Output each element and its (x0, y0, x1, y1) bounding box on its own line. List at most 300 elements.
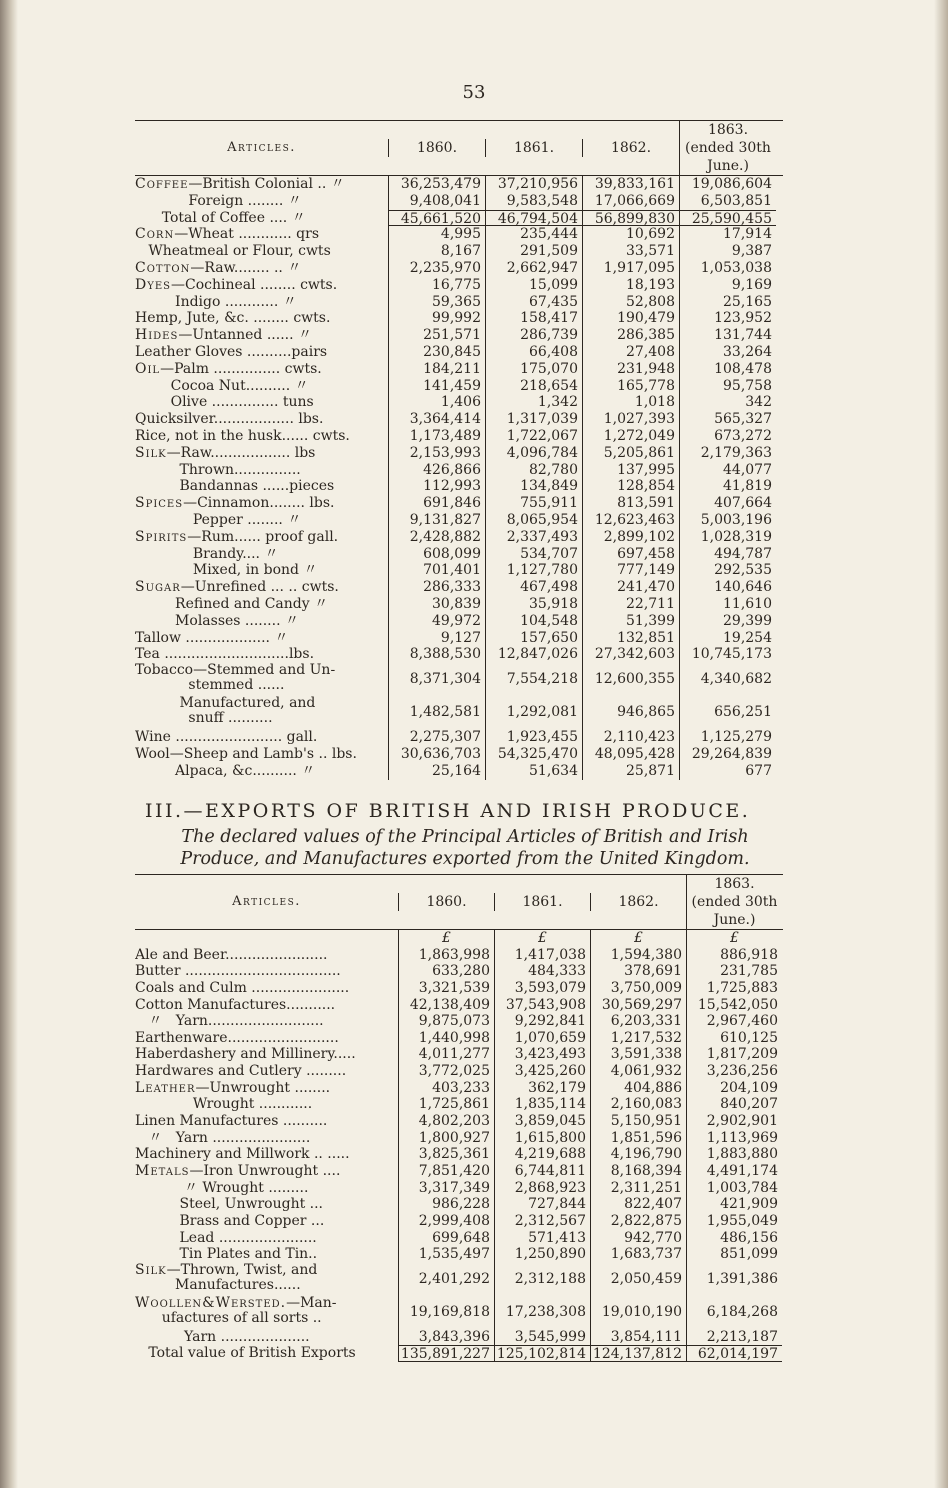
value-cell: 3,425,260 (494, 1063, 590, 1080)
value-cell: 231,785 (686, 963, 782, 980)
category-word: Silk (135, 1262, 167, 1278)
value-cell: 3,423,493 (494, 1046, 590, 1063)
year-header: 1863. (ended 30th June.) (679, 121, 776, 175)
value-cell: 2,311,251 (590, 1180, 686, 1197)
value-cell: 822,407 (590, 1196, 686, 1213)
value-cell: 30,636,703 (388, 746, 485, 763)
article-label: Silk—Thrown, Twist, and Manufactures...... (135, 1262, 318, 1293)
value-cell: 2,275,307 (388, 729, 485, 746)
value-cell: 9,875,073 (398, 1013, 494, 1030)
value-cell: 2,312,188 (494, 1263, 590, 1296)
section-subtitle: The declared values of the Principal Articles of British and Irish Produce, and Manufactures exported from the United Kingdom. (180, 827, 750, 869)
value-cell: 7,851,420 (398, 1163, 494, 1180)
table-row (135, 1345, 783, 1362)
value-cell: 12,600,355 (582, 663, 679, 696)
value-cell: 15,099 (485, 277, 582, 294)
value-cell: 4,491,174 (686, 1163, 782, 1180)
table-row (135, 495, 783, 512)
value-cell: 46,794,504 (485, 210, 582, 227)
value-cell: 67,435 (485, 294, 582, 311)
value-cell: 44,077 (679, 462, 776, 479)
article-label: Lead ...................... (135, 1229, 317, 1246)
article-label: Leather Gloves ..........pairs (135, 343, 328, 360)
value-cell: 27,408 (582, 344, 679, 361)
value-cell: 3,854,111 (590, 1329, 686, 1346)
value-cell: 3,825,361 (398, 1146, 494, 1163)
value-cell: 52,808 (582, 294, 679, 311)
value-cell: 165,778 (582, 378, 679, 395)
article-label: Dyes—Cochineal ........ cwts. (135, 276, 338, 293)
imports-table (135, 120, 783, 780)
value-cell: 41,819 (679, 478, 776, 495)
value-cell: 1,482,581 (388, 696, 485, 729)
value-cell: 286,385 (582, 327, 679, 344)
table-row (135, 746, 783, 763)
value-cell: 1,027,393 (582, 411, 679, 428)
article-label: Bandannas ......pieces (135, 478, 335, 495)
article-label: Ale and Beer....................... (135, 946, 328, 963)
value-cell: 1,725,861 (398, 1096, 494, 1113)
unit-cell: £ (686, 930, 782, 947)
value-cell: 1,173,489 (388, 428, 485, 445)
article-label: Total value of British Exports (135, 1345, 356, 1362)
value-cell: 10,692 (582, 226, 679, 243)
article-label: Hides—Untanned ...... 〃 (135, 327, 312, 344)
value-cell: 7,554,218 (485, 663, 582, 696)
value-cell: 677 (679, 763, 776, 780)
year-header: 1862. (582, 139, 679, 157)
value-cell: 17,914 (679, 226, 776, 243)
value-cell: 8,168,394 (590, 1163, 686, 1180)
article-label: Brandy.... 〃 (135, 545, 279, 562)
table-row (135, 512, 783, 529)
article-label: Alpaca, &c.......... 〃 (135, 762, 316, 779)
value-cell: 19,169,818 (398, 1296, 494, 1329)
value-cell: 1,053,038 (679, 260, 776, 277)
value-cell: 4,196,790 (590, 1146, 686, 1163)
value-cell: 204,109 (686, 1080, 782, 1097)
article-label: Thrown............... (135, 461, 301, 478)
article-label: Corn—Wheat ............ qrs (135, 226, 320, 243)
table-row (135, 260, 783, 277)
article-label: Olive ............... tuns (135, 394, 314, 411)
article-label: Tobacco—Stemmed and Un- stemmed ...... (135, 663, 336, 694)
value-cell: 1,722,067 (485, 428, 582, 445)
article-label: Coffee—British Colonial .. 〃 (135, 176, 345, 192)
table-row (135, 1046, 783, 1063)
article-label: Metals—Iron Unwrought .... (135, 1162, 341, 1179)
table-row (135, 997, 783, 1014)
exports-table (135, 874, 783, 1362)
value-cell: 1,127,780 (485, 562, 582, 579)
category-word: Leather (135, 1079, 196, 1096)
value-cell: 3,772,025 (398, 1063, 494, 1080)
value-cell: 1,594,380 (590, 947, 686, 964)
table-row (135, 327, 783, 344)
table-row (135, 1146, 783, 1163)
value-cell: 56,899,830 (582, 210, 679, 227)
table-row (135, 210, 783, 227)
value-cell: 36,253,479 (388, 176, 485, 193)
value-cell: 1,835,114 (494, 1096, 590, 1113)
value-cell: 1,342 (485, 394, 582, 411)
value-cell: 633,280 (398, 963, 494, 980)
value-cell: 140,646 (679, 579, 776, 596)
value-cell: 18,193 (582, 277, 679, 294)
article-label: Haberdashery and Millinery..... (135, 1046, 356, 1063)
value-cell: 6,503,851 (679, 193, 776, 210)
article-label: Manufactured, and snuff .......... (179, 696, 316, 727)
table-row (135, 696, 783, 729)
table-row (135, 1013, 783, 1030)
article-label: 〃 Yarn.......................... (135, 1013, 324, 1030)
page-edge-right (934, 0, 948, 1488)
value-cell: 426,866 (388, 462, 485, 479)
table-row (135, 613, 783, 630)
value-cell: 19,086,604 (679, 176, 776, 193)
value-cell: 4,802,203 (398, 1113, 494, 1130)
value-cell: 66,408 (485, 344, 582, 361)
article-label: Linen Manufactures .......... (135, 1113, 328, 1130)
category-word: Oil (135, 360, 161, 377)
article-label: Pepper ........ 〃 (135, 511, 302, 528)
article-label: Tea ............................lbs. (135, 646, 315, 663)
value-cell: 30,569,297 (590, 997, 686, 1014)
value-cell: 1,725,883 (686, 980, 782, 997)
value-cell: 727,844 (494, 1196, 590, 1213)
table-row (135, 963, 783, 980)
table-row (135, 1113, 783, 1130)
value-cell: 851,099 (686, 1246, 782, 1263)
article-label: Sugar—Unrefined ... .. cwts. (135, 579, 339, 596)
value-cell: 3,593,079 (494, 980, 590, 997)
value-cell: 5,150,951 (590, 1113, 686, 1130)
article-label: 〃 Yarn ...................... (135, 1129, 311, 1146)
article-label: Oil—Palm ............... cwts. (135, 360, 322, 377)
value-cell: 157,650 (485, 630, 582, 647)
year-header: 1860. (388, 139, 485, 157)
table-row (135, 1246, 783, 1263)
value-cell: 484,333 (494, 963, 590, 980)
value-cell: 362,179 (494, 1080, 590, 1097)
value-cell: 59,365 (388, 294, 485, 311)
value-cell: 342 (679, 394, 776, 411)
value-cell: 4,219,688 (494, 1146, 590, 1163)
value-cell: 701,401 (388, 562, 485, 579)
value-cell: 33,571 (582, 243, 679, 260)
category-word: Sugar (135, 579, 181, 596)
table-row (135, 646, 783, 663)
value-cell: 1,417,038 (494, 947, 590, 964)
value-cell: 286,333 (388, 579, 485, 596)
value-cell: 755,911 (485, 495, 582, 512)
value-cell: 571,413 (494, 1230, 590, 1247)
value-cell: 62,014,197 (686, 1345, 782, 1362)
value-cell: 241,470 (582, 579, 679, 596)
table-row (135, 980, 783, 997)
articles-header: Articles. (232, 894, 301, 909)
value-cell: 9,408,041 (388, 193, 485, 210)
article-label: Mixed, in bond 〃 (135, 562, 318, 579)
value-cell: 1,955,049 (686, 1213, 782, 1230)
unit-cell: £ (398, 930, 494, 947)
value-cell: 132,851 (582, 630, 679, 647)
article-label: Spirits—Rum...... proof gall. (135, 528, 339, 545)
table-row (135, 529, 783, 546)
article-label: Woollen&Wersted.—Man- ufactures of all sorts .. (135, 1295, 337, 1326)
value-cell: 27,342,603 (582, 646, 679, 663)
article-label: Quicksilver.................. lbs. (135, 411, 324, 428)
table-row (135, 1080, 783, 1097)
value-cell: 5,205,861 (582, 445, 679, 462)
category-word: Dyes (135, 276, 171, 293)
value-cell: 403,233 (398, 1080, 494, 1097)
table-row (135, 1263, 783, 1296)
article-label: Cotton Manufactures........... (135, 996, 336, 1013)
table-row (135, 226, 783, 243)
table-row (135, 663, 783, 696)
value-cell: 1,683,737 (590, 1246, 686, 1263)
value-cell: 2,337,493 (485, 529, 582, 546)
article-label: Silk—Raw.................. lbs (135, 444, 316, 461)
table-row (135, 546, 783, 563)
unit-cell: £ (590, 930, 686, 947)
value-cell: 404,886 (590, 1080, 686, 1097)
table-row (135, 193, 783, 210)
value-cell: 19,010,190 (590, 1296, 686, 1329)
value-cell: 1,125,279 (679, 729, 776, 746)
table-row (135, 1096, 783, 1113)
article-label: Brass and Copper ... (135, 1212, 325, 1229)
value-cell: 125,102,814 (494, 1345, 590, 1362)
value-cell: 123,952 (679, 310, 776, 327)
article-label: Tin Plates and Tin.. (135, 1246, 318, 1263)
value-cell: 6,744,811 (494, 1163, 590, 1180)
value-cell: 378,691 (590, 963, 686, 980)
value-cell: 691,846 (388, 495, 485, 512)
unit-row (135, 930, 783, 947)
value-cell: 17,238,308 (494, 1296, 590, 1329)
blank-cell (135, 930, 398, 947)
value-cell: 1,272,049 (582, 428, 679, 445)
table-row (135, 394, 783, 411)
value-cell: 8,388,530 (388, 646, 485, 663)
value-cell: 4,995 (388, 226, 485, 243)
value-cell: 12,623,463 (582, 512, 679, 529)
value-cell: 16,775 (388, 277, 485, 294)
value-cell: 9,387 (679, 243, 776, 260)
value-cell: 421,909 (686, 1196, 782, 1213)
value-cell: 3,317,349 (398, 1180, 494, 1197)
article-label: Wool—Sheep and Lamb's .. lbs. (135, 745, 357, 762)
article-label: Butter ................................... (135, 963, 341, 980)
article-label: Leather—Unwrought ........ (135, 1079, 331, 1096)
article-label: Spices—Cinnamon........ lbs. (135, 495, 335, 512)
value-cell: 184,211 (388, 361, 485, 378)
unit-cell: £ (494, 930, 590, 947)
table-row (135, 579, 783, 596)
value-cell: 2,967,460 (686, 1013, 782, 1030)
value-cell: 1,817,209 (686, 1046, 782, 1063)
value-cell: 494,787 (679, 546, 776, 563)
value-cell: 48,095,428 (582, 746, 679, 763)
value-cell: 29,264,839 (679, 746, 776, 763)
article-label: Foreign ........ 〃 (135, 192, 302, 209)
category-word: Silk (135, 444, 167, 461)
year-header: 1860. (398, 893, 494, 911)
table-row (135, 1196, 783, 1213)
table-row (135, 361, 783, 378)
value-cell: 25,164 (388, 763, 485, 780)
value-cell: 49,972 (388, 613, 485, 630)
article-label: Machinery and Millwork .. ..... (135, 1146, 350, 1163)
value-cell: 1,923,455 (485, 729, 582, 746)
value-cell: 11,610 (679, 596, 776, 613)
value-cell: 9,127 (388, 630, 485, 647)
value-cell: 230,845 (388, 344, 485, 361)
value-cell: 1,883,880 (686, 1146, 782, 1163)
value-cell: 2,662,947 (485, 260, 582, 277)
exports-table-header (135, 874, 783, 930)
table-row (135, 630, 783, 647)
value-cell: 51,634 (485, 763, 582, 780)
value-cell: 1,851,596 (590, 1130, 686, 1147)
article-label: Earthenware......................... (135, 1029, 339, 1046)
table-row (135, 729, 783, 746)
value-cell: 534,707 (485, 546, 582, 563)
table-row (135, 1063, 783, 1080)
value-cell: 235,444 (485, 226, 582, 243)
value-cell: 291,509 (485, 243, 582, 260)
table-row (135, 478, 783, 495)
value-cell: 2,428,882 (388, 529, 485, 546)
value-cell: 8,065,954 (485, 512, 582, 529)
category-word: Woollen&Wersted. (135, 1295, 287, 1311)
value-cell: 610,125 (686, 1030, 782, 1047)
article-label: 〃 Wrought ......... (135, 1179, 309, 1196)
value-cell: 141,459 (388, 378, 485, 395)
value-cell: 1,800,927 (398, 1130, 494, 1147)
value-cell: 3,591,338 (590, 1046, 686, 1063)
value-cell: 25,871 (582, 763, 679, 780)
value-cell: 112,993 (388, 478, 485, 495)
value-cell: 35,918 (485, 596, 582, 613)
value-cell: 104,548 (485, 613, 582, 630)
value-cell: 17,066,669 (582, 193, 679, 210)
value-cell: 3,750,009 (590, 980, 686, 997)
value-cell: 1,317,039 (485, 411, 582, 428)
category-word: Corn (135, 226, 175, 243)
value-cell: 45,661,520 (388, 210, 485, 227)
value-cell: 108,478 (679, 361, 776, 378)
table-row (135, 243, 783, 260)
value-cell: 29,399 (679, 613, 776, 630)
table-row (135, 1230, 783, 1247)
table-row (135, 294, 783, 311)
article-label: Refined and Candy 〃 (135, 595, 329, 612)
section-title: III.—EXPORTS OF BRITISH AND IRISH PRODUCE. (145, 800, 751, 822)
table-row (135, 1130, 783, 1147)
value-cell: 1,018 (582, 394, 679, 411)
value-cell: 486,156 (686, 1230, 782, 1247)
value-cell: 42,138,409 (398, 997, 494, 1014)
article-label: Wine ........................ gall. (135, 729, 318, 746)
value-cell: 9,169 (679, 277, 776, 294)
article-label: Hardwares and Cutlery ......... (135, 1063, 347, 1080)
article-label: Yarn .................... (135, 1328, 310, 1345)
value-cell: 4,340,682 (679, 663, 776, 696)
value-cell: 1,440,998 (398, 1030, 494, 1047)
value-cell: 4,011,277 (398, 1046, 494, 1063)
value-cell: 95,758 (679, 378, 776, 395)
article-label: Cotton—Raw........ .. 〃 (135, 259, 302, 276)
table-row (135, 411, 783, 428)
value-cell: 99,992 (388, 310, 485, 327)
value-cell: 1,217,532 (590, 1030, 686, 1047)
article-label: Wrought ............ (135, 1096, 313, 1113)
page-edge-left (0, 0, 18, 1488)
value-cell: 2,899,102 (582, 529, 679, 546)
category-word: Cotton (135, 259, 191, 276)
value-cell: 1,917,095 (582, 260, 679, 277)
value-cell: 37,543,908 (494, 997, 590, 1014)
article-label: Hemp, Jute, &c. ........ cwts. (135, 310, 331, 327)
value-cell: 158,417 (485, 310, 582, 327)
value-cell: 1,535,497 (398, 1246, 494, 1263)
year-header: 1862. (590, 893, 686, 911)
value-cell: 19,254 (679, 630, 776, 647)
value-cell: 9,583,548 (485, 193, 582, 210)
value-cell: 6,203,331 (590, 1013, 686, 1030)
value-cell: 986,228 (398, 1196, 494, 1213)
value-cell: 946,865 (582, 696, 679, 729)
value-cell: 608,099 (388, 546, 485, 563)
value-cell: 2,153,993 (388, 445, 485, 462)
value-cell: 54,325,470 (485, 746, 582, 763)
value-cell: 175,070 (485, 361, 582, 378)
table-row (135, 1180, 783, 1197)
year-header: 1861. (485, 139, 582, 157)
value-cell: 1,003,784 (686, 1180, 782, 1197)
value-cell: 82,780 (485, 462, 582, 479)
value-cell: 39,833,161 (582, 176, 679, 193)
year-header: 1861. (494, 893, 590, 911)
value-cell: 3,321,539 (398, 980, 494, 997)
value-cell: 2,401,292 (398, 1263, 494, 1296)
article-label: Total of Coffee .... 〃 (135, 209, 306, 226)
article-label: Cocoa Nut.......... 〃 (135, 377, 309, 394)
table-row (135, 344, 783, 361)
value-cell: 6,184,268 (686, 1296, 782, 1329)
page-number: 53 (462, 82, 486, 103)
value-cell: 8,371,304 (388, 663, 485, 696)
value-cell: 37,210,956 (485, 176, 582, 193)
value-cell: 1,292,081 (485, 696, 582, 729)
value-cell: 1,250,890 (494, 1246, 590, 1263)
value-cell: 407,664 (679, 495, 776, 512)
value-cell: 131,744 (679, 327, 776, 344)
value-cell: 25,165 (679, 294, 776, 311)
table-row (135, 1213, 783, 1230)
value-cell: 1,070,659 (494, 1030, 590, 1047)
table-row (135, 1329, 783, 1346)
value-cell: 1,615,800 (494, 1130, 590, 1147)
value-cell: 673,272 (679, 428, 776, 445)
table-row (135, 428, 783, 445)
value-cell: 10,745,173 (679, 646, 776, 663)
value-cell: 2,110,423 (582, 729, 679, 746)
value-cell: 1,406 (388, 394, 485, 411)
